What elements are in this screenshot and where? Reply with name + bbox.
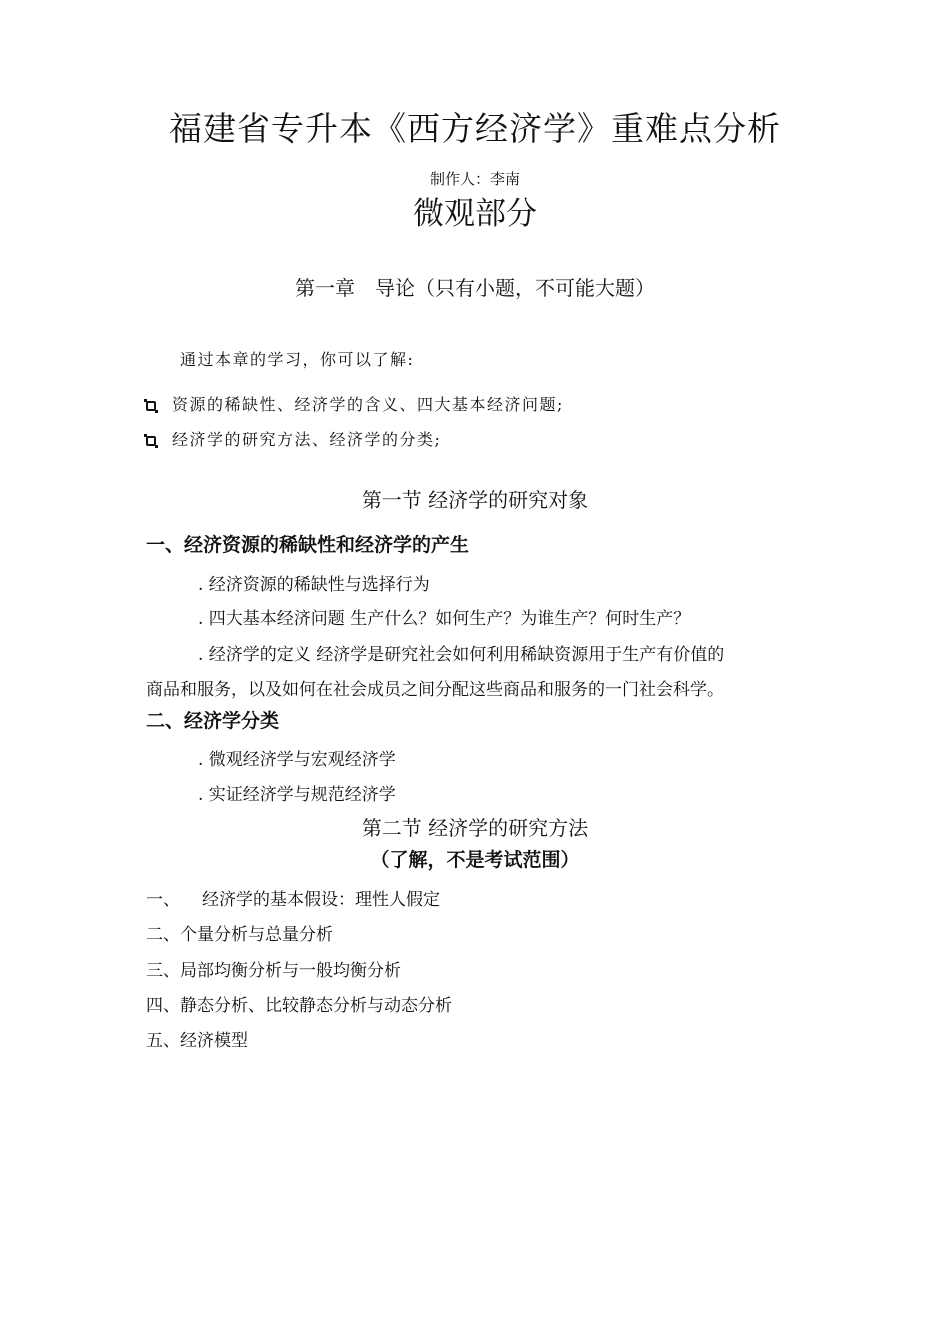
list-number: 三、: [146, 961, 180, 981]
author-line: 制作人：李南: [429, 170, 520, 188]
bullet-text: 经济学的研究方法、经济学的分类;: [172, 430, 442, 449]
method-list-item: [146, 885, 440, 910]
section-title: 第一节 经济学的研究对象: [361, 488, 589, 512]
list-text: 静态分析、比较静态分析与动态分析: [180, 996, 452, 1016]
list-number: 四、: [146, 996, 180, 1016]
list-text: 经济模型: [180, 1031, 248, 1051]
section-title: 第二节 经济学的研究方法: [361, 816, 589, 840]
section-subtitle: （了解，不是考试范围）: [370, 849, 580, 871]
list-number: 二、: [146, 925, 180, 945]
list-text: 局部均衡分析与一般均衡分析: [180, 961, 401, 981]
document-title: 福建省专升本《西方经济学》重难点分析: [169, 109, 781, 148]
list-item: . 经济资源的稀缺性与选择行为: [198, 575, 430, 595]
list-item: . 微观经济学与宏观经济学: [198, 750, 396, 770]
list-item: . 四大基本经济问题 生产什么？如何生产？为谁生产？何时生产？: [198, 609, 691, 629]
bullet-item: [146, 427, 441, 450]
list-text: 经济学的基本假设：理性人假定: [202, 890, 440, 910]
method-list-item: [146, 920, 333, 945]
section-heading: 二、经济学分类: [146, 710, 280, 732]
method-list-item: [146, 956, 401, 981]
square-bullet-icon: [146, 401, 156, 411]
method-list-item: [146, 1026, 248, 1051]
list-item: . 经济学的定义 经济学是研究社会如何利用稀缺资源用于生产有价值的: [198, 645, 725, 665]
list-item-continuation: 商品和服务，以及如何在社会成员之间分配这些商品和服务的一门社会科学。: [146, 680, 724, 700]
bullet-item: [146, 392, 564, 415]
bullet-text: 资源的稀缺性、经济学的含义、四大基本经济问题;: [172, 395, 564, 414]
list-item: . 实证经济学与规范经济学: [198, 785, 396, 805]
method-list-item: [146, 991, 452, 1016]
list-number: 五、: [146, 1031, 180, 1051]
list-text: 个量分析与总量分析: [180, 925, 333, 945]
chapter-intro: 通过本章的学习，你可以了解:: [180, 350, 415, 369]
section-heading: 一、经济资源的稀缺性和经济学的产生: [146, 534, 470, 556]
list-number: 一、: [146, 890, 180, 910]
square-bullet-icon: [146, 436, 156, 446]
chapter-title: 第一章 导论（只有小题，不可能大题）: [295, 276, 655, 300]
part-title: 微观部分: [413, 196, 537, 232]
